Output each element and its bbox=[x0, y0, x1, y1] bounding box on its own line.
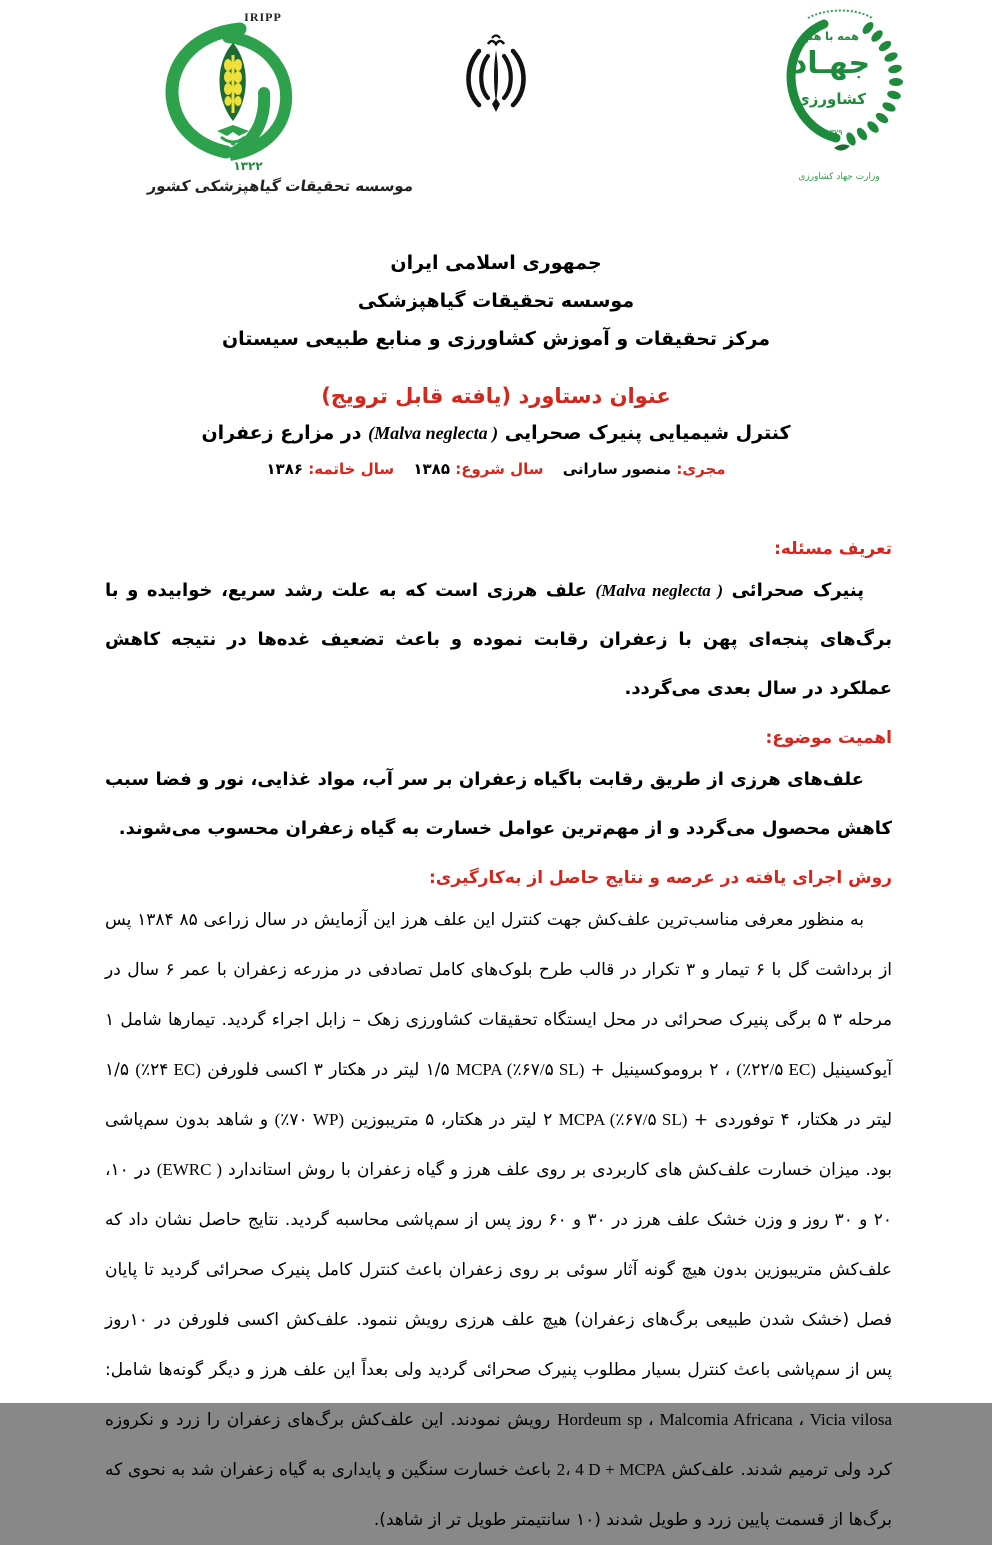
end-year-value: ۱۳۸۶ bbox=[266, 460, 309, 478]
herbicide-wp-70: (٪۷۰ WP) bbox=[274, 1110, 345, 1129]
herbicide-24d-mcpa: 2، 4 D + MCPA bbox=[556, 1460, 666, 1479]
problem-fa1: پنیرک صحرائی bbox=[722, 580, 864, 601]
iripp-year: ۱۳۲۲ bbox=[233, 159, 263, 173]
species-name-latin: (Malva neglecta ) bbox=[368, 423, 499, 443]
jahad-emblem-icon bbox=[764, 2, 914, 170]
weed-species-list: Hordeum sp ، Malcomia Africana ، Vicia vilosa bbox=[557, 1410, 893, 1429]
jahad-motto: همه با هم bbox=[805, 30, 859, 43]
method-fa-6: و شاهد بدون سم‌پاشی بود. میزان خسارت علف‌کش های کاربردی بر روی علف هرز و گیاه زعفران با روش استاندارد bbox=[105, 1110, 893, 1180]
jahad-word-2: کشاورزی bbox=[796, 90, 866, 108]
iripp-emblem-icon bbox=[148, 25, 318, 165]
herbicide-mcpa-sl-2: MCPA (٪۶۷/۵ SL) bbox=[558, 1110, 688, 1129]
start-year-label: سال شروع: bbox=[455, 460, 544, 478]
method-fa-2: ، ۲ بروموکسینیل + bbox=[584, 1060, 737, 1080]
achievement-title: عنوان دستاورد (یافته قابل ترویج) bbox=[321, 384, 671, 408]
section-heading-method: روش اجرای یافته در عرصه و نتایج حاصل از به‌کارگیری: bbox=[428, 868, 892, 888]
ewrc-standard: (EWRC ) bbox=[156, 1160, 223, 1179]
problem-paragraph bbox=[105, 566, 892, 713]
herbicide-ec-225: (٪۲۲/۵ EC) bbox=[736, 1060, 816, 1079]
method-fa-8: رویش نمودند. این علف‌کش برگ‌های زعفران را زرد و نکروزه کرد ولی ترمیم شدند. علف‌کش bbox=[105, 1410, 892, 1480]
method-fa-5: ۲ لیتر در هکتار، ۵ متریبوزین bbox=[344, 1110, 559, 1130]
importance-paragraph: علف‌های هرزی از طریق رقابت باگیاه زعفران بر سر آب، مواد غذایی، نور و فضا سبب کاهش محصول می‌گردد و از مهم‌ترین عوامل خسارت به گیاه زعفران محسوب می‌شوند. bbox=[105, 769, 892, 839]
executor-line bbox=[0, 460, 992, 478]
method-fa-1: به منظور معرفی مناسب‌ترین علف‌کش جهت کنترل این علف هرز این آزمایش در سال زراعی ۸۵ ۱۳۸۴ پس از برداشت گل با ۶ تیمار و ۳ تکرار در قالب طرح بلوک‌های کامل تصادفی در مزرعه زعفران با عمر ۶ سال در مرحله ۳ ۵ برگی پنیرک صحرائی در محل ایستگاه تحقیقات کشاورزی زهک – زابل اجراء گردید. تیمارها شامل ۱ آیوکسینیل bbox=[105, 910, 893, 1080]
government-header bbox=[0, 244, 992, 358]
iran-emblem-icon bbox=[454, 32, 538, 116]
project-title-fa1: کنترل شیمیایی پنیرک صحرایی bbox=[498, 422, 791, 444]
executor-label: مجری: bbox=[676, 460, 726, 478]
jahad-year: ۱۳۷۹ bbox=[825, 128, 843, 137]
herbicide-mcpa-sl-1: MCPA (٪۶۷/۵ SL) bbox=[455, 1060, 585, 1079]
executor-name: منصور سارانی bbox=[562, 460, 677, 478]
project-title bbox=[0, 422, 992, 444]
method-fa-3: ۱/۵ لیتر در هکتار ۳ اکسی فلورفن bbox=[200, 1060, 456, 1080]
document-body bbox=[105, 534, 892, 1545]
logo-row bbox=[0, 0, 992, 218]
header-line-institute: موسسه تحقیقات گیاهپزشکی bbox=[357, 290, 635, 312]
method-paragraph bbox=[105, 895, 892, 1545]
header-line-country: جمهوری اسلامی ایران bbox=[390, 252, 602, 274]
header-line-center: مرکز تحقیقات و آموزش کشاورزی و منابع طبیعی سیستان bbox=[221, 328, 771, 350]
method-fa-9: باعث خسارت سنگین و پایداری به گیاه زعفران شد به نحوی که برگ‌ها از قسمت پایین زرد و طویل شدند (۱۰ سانتیمتر طویل تر از شاهد). bbox=[105, 1460, 892, 1530]
end-year-label: سال خاتمه: bbox=[308, 460, 395, 478]
section-heading-importance: اهمیت موضوع: bbox=[765, 728, 892, 748]
section-heading-problem: تعریف مسئله: bbox=[774, 539, 892, 559]
iripp-logo bbox=[146, 10, 415, 195]
project-title-fa2: در مزارع زعفران bbox=[201, 422, 369, 444]
method-fa-4: ۱/۵ لیتر در هکتار، ۴ توفوردی + bbox=[105, 1060, 893, 1130]
problem-fa2: علف هرزی است که به علت رشد سریع، خوابیده و با برگ‌های پنجه‌ای پهن با زعفران رقابت نموده و باعث تضعیف غده‌ها در نتیجه کاهش عملکرد در سال بعدی می‌گردد. bbox=[105, 580, 892, 699]
start-year-value: ۱۳۸۵ bbox=[413, 460, 456, 478]
method-fa-7: در ۱۰، ۲۰ و ۳۰ روز و وزن خشک علف هرز در ۳۰ و ۶۰ روز پس از سم‌پاشی محاسبه گردید. نتایج حاصل نشان داد که علف‌کش متریبوزین بدون هیچ گونه آثار سوئی بر روی زعفران باعث کنترل کامل پنیرک صحرائی گردید تا پایان فصل (خشک شدن طبیعی برگ‌های زعفران) هیچ علف هرزی رویش ننمود. علف‌کش اکسی فلورفن در ۱۰روز پس از سم‌پاشی باعث کنترل بسیار مطلوب پنیرک صحرائی گردید ولی بعداً این علف هرز و دیگر گونه‌ها شامل: bbox=[105, 1160, 892, 1380]
species-name-latin-body: (Malva neglecta ) bbox=[595, 581, 723, 600]
jahad-word-1: جهـاد bbox=[791, 46, 871, 81]
iripp-label: IRIPP bbox=[244, 10, 282, 24]
jahad-logo bbox=[764, 2, 914, 182]
herbicide-ec-24: (٪۲۴ EC) bbox=[135, 1060, 201, 1079]
iripp-caption: موسسه تحقیقات گیاهپزشکی کشور bbox=[146, 177, 415, 195]
jahad-caption: وزارت جهاد کشاورزی bbox=[798, 172, 880, 182]
